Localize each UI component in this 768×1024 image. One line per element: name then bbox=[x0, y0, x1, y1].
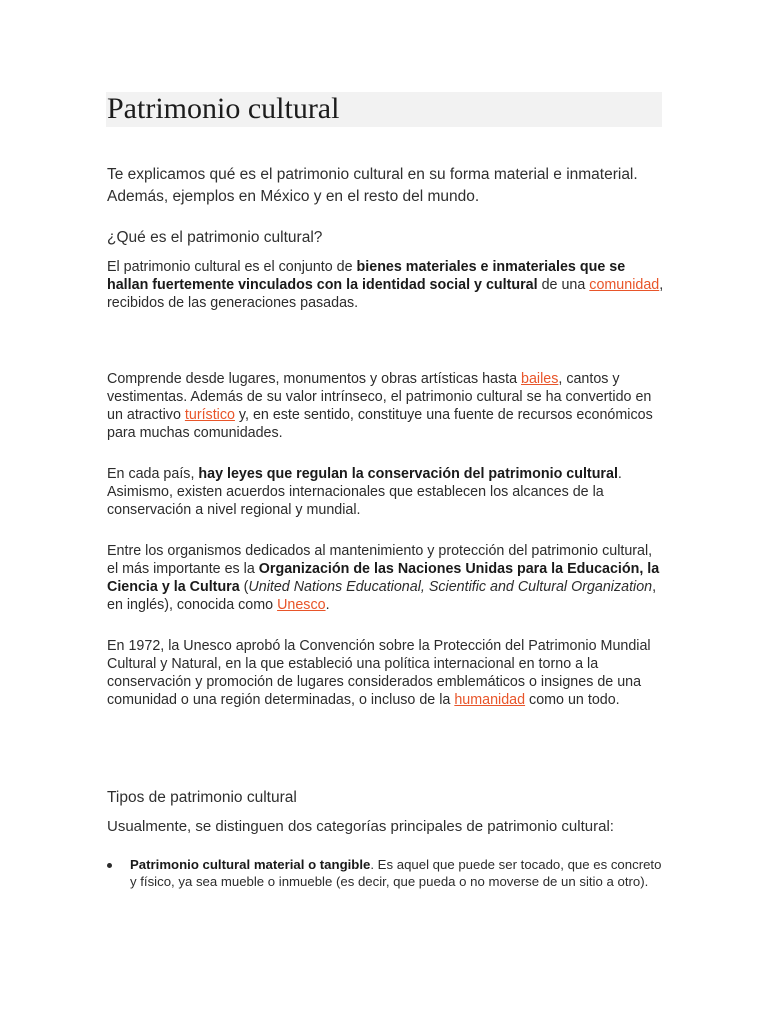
text-run: ( bbox=[239, 579, 249, 595]
bold-text: Organización de las Naciones Unidas para la Educación, la Ciencia y la Cultura bbox=[107, 561, 660, 595]
link-turistico[interactable]: turístico bbox=[184, 407, 235, 423]
text-run: Comprende desde lugares, monumentos y obras artísticas hasta bbox=[107, 371, 522, 387]
text-run: y, en este sentido, constituye una fuente de recursos económicos para muchas comunidades. bbox=[107, 407, 653, 441]
text-run: , en inglés), conocida como bbox=[107, 579, 657, 613]
definition-paragraph bbox=[107, 258, 667, 312]
link-comunidad[interactable]: comunidad bbox=[589, 277, 660, 293]
text-run: El patrimonio cultural es el conjunto de bbox=[107, 259, 357, 275]
page-title: Patrimonio cultural bbox=[107, 92, 340, 125]
link-humanidad[interactable]: humanidad bbox=[454, 692, 526, 708]
italic-text: United Nations Educational, Scientific and Cultural Organization bbox=[248, 579, 653, 595]
text-run: . Es aquel que puede ser tocado, que es concreto y físico, ya sea mueble o inmueble (es decir, que pueda o no moverse de un sitio a otro). bbox=[130, 857, 662, 889]
bold-text: Patrimonio cultural material o tangible bbox=[130, 857, 371, 872]
text-run: como un todo. bbox=[525, 692, 620, 708]
bold-text: bienes materiales e inmateriales que se hallan fuertemente vinculados con la identidad social y cultural bbox=[107, 259, 626, 293]
categories-intro-paragraph: Usualmente, se distinguen dos categorías principales de patrimonio cultural: bbox=[107, 818, 614, 835]
bold-text: hay leyes que regulan la conservación del patrimonio cultural bbox=[198, 466, 618, 482]
text-run: En cada país, bbox=[107, 466, 199, 482]
text-run: Entre los organismos dedicados al mantenimiento y protección del patrimonio cultural, el más importante es la bbox=[107, 543, 653, 577]
section-heading-types: Tipos de patrimonio cultural bbox=[107, 789, 297, 806]
laws-paragraph bbox=[107, 465, 667, 519]
link-unesco[interactable]: Unesco bbox=[277, 597, 326, 613]
organizations-paragraph bbox=[107, 542, 667, 614]
bullet-icon bbox=[107, 863, 112, 868]
text-run: de una bbox=[537, 277, 590, 293]
list-item bbox=[107, 856, 667, 890]
scope-paragraph bbox=[107, 370, 667, 442]
intro-paragraph: Te explicamos qué es el patrimonio cultural en su forma material e inmaterial. Además, ejemplos en México y en el resto del mundo. bbox=[107, 166, 638, 205]
section-heading-what-is: ¿Qué es el patrimonio cultural? bbox=[107, 229, 323, 246]
text-run: En 1972, la Unesco aprobó la Convención sobre la Protección del Patrimonio Mundial Cultural y Natural, en la que estableció una política internacional en torno a la conservación y promoción de lugares considerados emblemáticos o insignes de una comunidad o una región determinadas, o incluso de la bbox=[107, 638, 651, 708]
text-run: , recibidos de las generaciones pasadas. bbox=[107, 277, 664, 311]
text-run: . bbox=[325, 597, 330, 613]
text-run: . Asimismo, existen acuerdos internacionales que establecen los alcances de la conservación a nivel regional y mundial. bbox=[107, 466, 622, 518]
link-bailes[interactable]: bailes bbox=[521, 371, 559, 387]
types-list bbox=[107, 856, 667, 890]
unesco-1972-paragraph bbox=[107, 637, 667, 709]
text-run: , cantos y vestimentas. Además de su valor intrínseco, el patrimonio cultural se ha convertido en un atractivo bbox=[107, 371, 652, 423]
